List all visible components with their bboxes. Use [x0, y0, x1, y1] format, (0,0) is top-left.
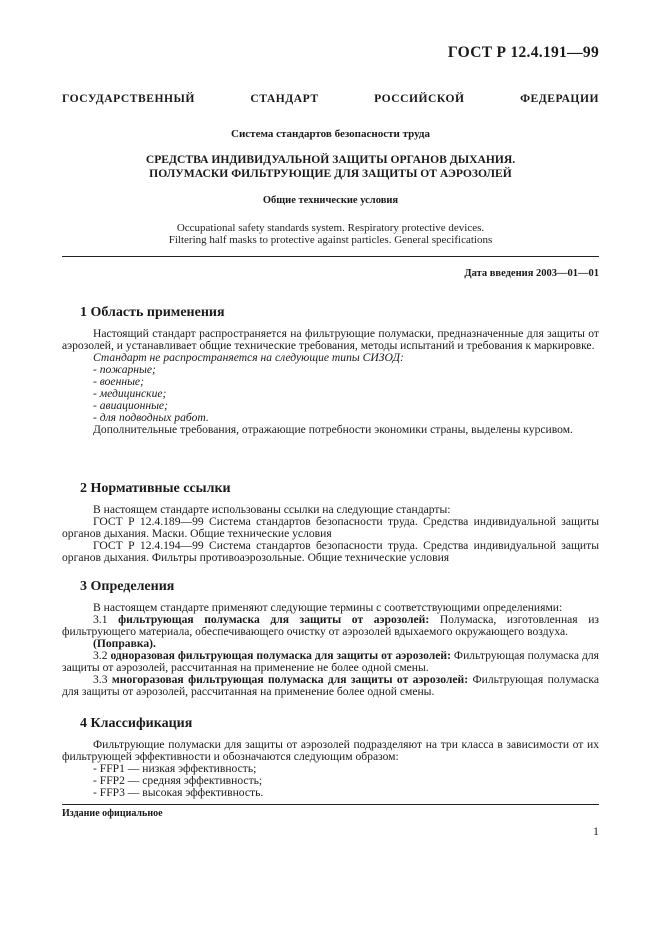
header-divider [62, 256, 599, 257]
definition-3-3 [62, 674, 599, 698]
list-item: - медицинские; [93, 387, 167, 400]
definition-3-1 [62, 614, 599, 638]
standard-title-line-2: ПОЛУМАСКИ ФИЛЬТРУЮЩИЕ ДЛЯ ЗАЩИТЫ ОТ АЭРОЗОЛЕЙ [149, 167, 512, 180]
page-number: 1 [593, 824, 599, 838]
standards-system-line: Система стандартов безопасности труда [231, 128, 430, 140]
definition-number: 3.2 [93, 649, 108, 662]
list-item: - военные; [93, 375, 144, 388]
standard-title [0, 153, 661, 181]
standard-subtitle: Общие технические условия [262, 195, 399, 206]
official-edition-label: Издание официальное [62, 808, 163, 819]
section-3-heading: 3 Определения [80, 579, 175, 594]
standard-title-line-1: СРЕДСТВА ИНДИВИДУАЛЬНОЙ ЗАЩИТЫ ОРГАНОВ ДЫХАНИЯ. [145, 153, 516, 166]
document-number: ГОСТ Р 12.4.191—99 [447, 44, 599, 61]
list-item: - FFP2 — средняя эффективность; [93, 774, 263, 787]
paragraph: Настоящий стандарт распространяется на фильтрующие полумаски, предназначенные для защиты от аэрозолей, и устанавливает общие технические требования, методы испытаний и требования к маркировке. [62, 327, 599, 352]
paragraph: Фильтрующие полумаски для защиты от аэрозолей подразделяют на три класса в зависимости от их фильтрующей эффективности и обозначаются следующим образом: [62, 738, 599, 763]
state-standard-title: ГОСУДАРСТВЕННЫЙ СТАНДАРТ РОССИЙСКОЙ ФЕДЕРАЦИИ [62, 92, 599, 105]
english-title-line-1: Occupational safety standards system. Respiratory protective devices. [176, 222, 485, 234]
english-title-line-2: Filtering half masks to protective against particles. General specifications [168, 234, 493, 246]
section-1-body [62, 328, 599, 436]
definition-text: Фильтрующая полумаска для защиты от аэрозолей, рассчитанная на применение не более одной смены. [62, 649, 599, 674]
list-item: - пожарные; [93, 363, 156, 376]
definition-number: 3.3 [93, 673, 108, 686]
list-item: - для подводных работ. [93, 411, 209, 424]
definition-term: одноразовая фильтрующая полумаска для защиты от аэрозолей: [110, 649, 451, 662]
paragraph: ГОСТ Р 12.4.189—99 Система стандартов безопасности труда. Средства индивидуальной защиты органов дыхания. Маски. Общие технические условия [62, 515, 599, 540]
section-2-body [62, 504, 599, 564]
list-item: - авиационные; [93, 399, 168, 412]
list-item: - FFP1 — низкая эффективность; [93, 762, 257, 775]
definition-term: фильтрующая полумаска для защиты от аэрозолей: [118, 613, 430, 626]
definition-text: Полумаска, изготовленная из фильтрующего материала, обеспечивающего очистку от аэрозолей вдыхаемого окружающего воздуха. [62, 613, 600, 638]
definition-text: Фильтрующая полумаска для защиты от аэрозолей, рассчитанная на применение более одной смены. [62, 673, 599, 698]
english-title [0, 222, 661, 246]
list-item: - FFP3 — высокая эффективность. [93, 786, 264, 799]
footer-divider [62, 804, 599, 805]
paragraph: Стандарт не распространяется на следующие типы СИЗОД: [93, 351, 404, 364]
paragraph: ГОСТ Р 12.4.194—99 Система стандартов безопасности труда. Средства индивидуальной защиты органов дыхания. Фильтры противоаэрозольные. Общие технические условия [62, 539, 599, 564]
section-4-heading: 4 Классификация [80, 716, 193, 731]
definition-term: многоразовая фильтрующая полумаска для защиты от аэрозолей: [111, 673, 469, 686]
definition-number: 3.1 [93, 613, 108, 626]
paragraph: Дополнительные требования, отражающие потребности экономики страны, выделены курсивом. [93, 423, 573, 436]
section-1-heading: 1 Область применения [80, 305, 225, 320]
section-3-body [62, 602, 599, 698]
paragraph: В настоящем стандарте применяют следующие термины с соответствующими определениями: [93, 601, 563, 614]
definition-3-2 [62, 650, 599, 674]
introduction-date: Дата введения 2003—01—01 [464, 268, 599, 279]
section-2-heading: 2 Нормативные ссылки [80, 481, 231, 496]
section-4-body [62, 739, 599, 799]
paragraph: В настоящем стандарте использованы ссылки на следующие стандарты: [93, 503, 451, 516]
amendment-note: (Поправка). [93, 637, 156, 650]
